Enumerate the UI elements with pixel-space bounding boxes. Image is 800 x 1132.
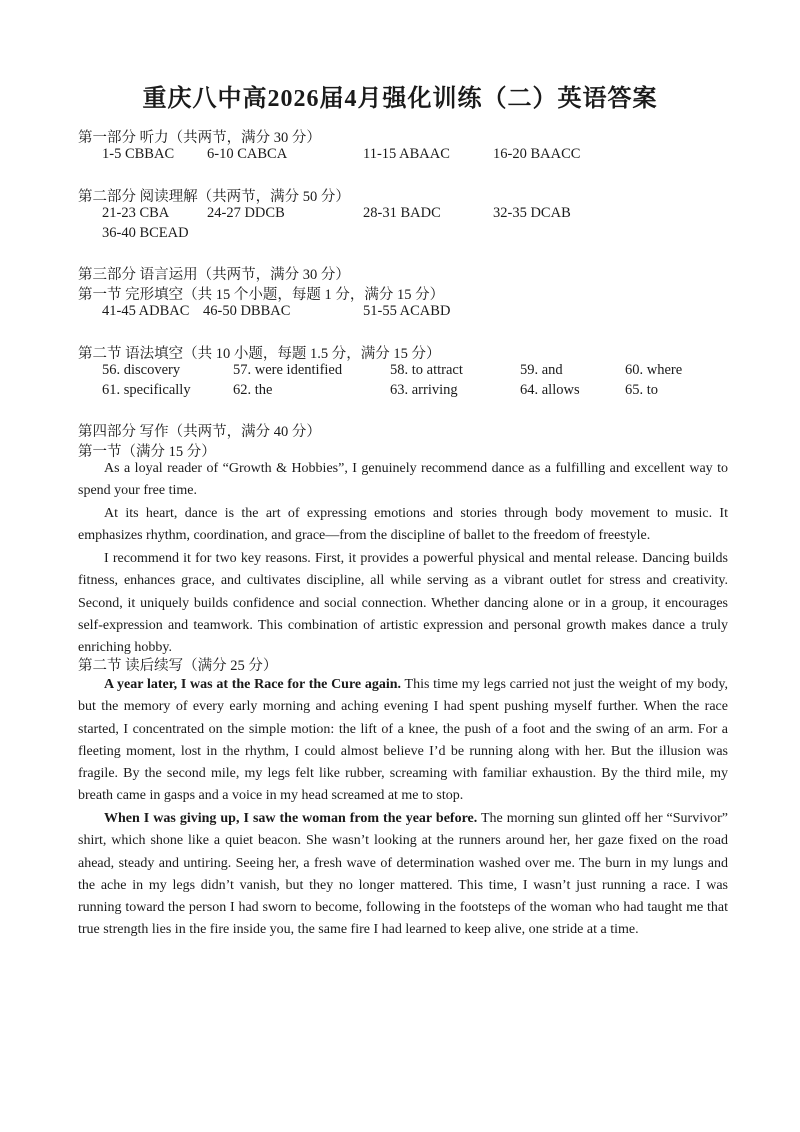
part3-section2-heading: 第二节 语法填空（共 10 小题，每题 1.5 分，满分 15 分） bbox=[78, 346, 441, 362]
answer-group: 16-20 BAACC bbox=[493, 146, 581, 162]
essay2-paragraph-text: This time my legs carried not just the weight of my body, but the memory of every early morning and aching evening I had spent pushing myself further. When the race started, I concentrated on the simple motion: the lift of a knee, the push of a foot and the swing of an arm. For a fleeting moment, lost in the rhythm, I could almost believe I’d be running along with her. But the illusion was fragile. By the second mile, my legs felt like rubber, screaming with familiar exhaustion. By the third mile, my breath came in gasps and a voice in my head screamed at me to stop. bbox=[78, 677, 728, 804]
grammar-answer: 63. arriving bbox=[390, 382, 458, 398]
answer-group: 21-23 CBA bbox=[102, 205, 170, 221]
grammar-answer: 65. to bbox=[625, 382, 659, 398]
answer-group: 32-35 DCAB bbox=[493, 205, 571, 221]
answer-group: 11-15 ABAAC bbox=[363, 146, 450, 162]
grammar-answer: 60. where bbox=[625, 362, 683, 378]
essay2-paragraph-text: The morning sun glinted off her “Survivor” shirt, which shone like a quiet beacon. She wasn’t looking at the runners around her, her gaze fixed on the road ahead, steady and untiring. Seeing her, a fresh wave of determination washed over me. The burn in my lungs and the ache in my legs didn’t vanish, but they no longer mattered. This time, I wasn’t just running a race. I was running toward the person I had sworn to become, following in the footsteps of the woman who had taught me that true strength lies in the fire inside you, the same fire I had learned to keep alive, one stride at a time. bbox=[78, 811, 728, 938]
page-title: 重庆八中高2026届4月强化训练（二）英语答案 bbox=[142, 86, 658, 112]
answer-group: 36-40 BCEAD bbox=[102, 225, 189, 241]
grammar-answer: 57. were identified bbox=[233, 362, 343, 378]
essay1-paragraph: I recommend it for two key reasons. First, it provides a powerful physical and mental release. Dancing builds fitness, enhances grace, and cultivates discipline, all while serving as a vibrant outlet for stress and creativity. Second, it uniquely builds confidence and social connection. Whether dancing alone or in a group, it encourages self-expression and teamwork. This combination of artistic expression and personal growth makes dance a truly enriching hobby. bbox=[78, 551, 728, 656]
answer-group: 51-55 ACABD bbox=[363, 303, 451, 319]
essay1-paragraph: At its heart, dance is the art of expressing emotions and stories through body movement to music. It emphasizes rhythm, coordination, and grace—from the discipline of ballet to the freedom of freestyle. bbox=[78, 506, 728, 544]
grammar-answer: 56. discovery bbox=[102, 362, 181, 378]
answer-group: 46-50 DBBAC bbox=[203, 303, 291, 319]
part3-heading: 第三部分 语言运用（共两节，满分 30 分） bbox=[78, 267, 350, 283]
answer-group: 28-31 BADC bbox=[363, 205, 441, 221]
essay2-lead-sentence: A year later, I was at the Race for the Cure again. bbox=[104, 677, 402, 692]
part4-heading: 第四部分 写作（共两节，满分 40 分） bbox=[78, 424, 321, 440]
essay2-paragraph bbox=[78, 808, 728, 942]
part2-heading: 第二部分 阅读理解（共两节，满分 50 分） bbox=[78, 189, 350, 205]
grammar-answer: 59. and bbox=[520, 362, 563, 378]
part4-section2-heading: 第二节 读后续写（满分 25 分） bbox=[78, 658, 278, 674]
answer-group: 1-5 CBBAC bbox=[102, 146, 175, 162]
essay2-paragraph bbox=[78, 674, 728, 808]
grammar-answer: 61. specifically bbox=[102, 382, 191, 398]
answer-group: 6-10 CABCA bbox=[207, 146, 288, 162]
grammar-answer: 58. to attract bbox=[390, 362, 463, 378]
essay2-lead-sentence: When I was giving up, I saw the woman from the year before. bbox=[104, 811, 478, 826]
answer-group: 41-45 ADBAC bbox=[102, 303, 190, 319]
answer-group: 24-27 DDCB bbox=[207, 205, 285, 221]
part4-section1-heading: 第一节（满分 15 分） bbox=[78, 444, 216, 460]
grammar-answer: 62. the bbox=[233, 382, 273, 398]
essay1-paragraph: As a loyal reader of “Growth & Hobbies”, I genuinely recommend dance as a fulfilling and excellent way to spend your free time. bbox=[78, 461, 728, 499]
grammar-answer: 64. allows bbox=[520, 382, 580, 398]
part1-heading: 第一部分 听力（共两节，满分 30 分） bbox=[78, 130, 321, 146]
part3-section1-heading: 第一节 完形填空（共 15 个小题，每题 1 分，满分 15 分） bbox=[78, 287, 445, 303]
